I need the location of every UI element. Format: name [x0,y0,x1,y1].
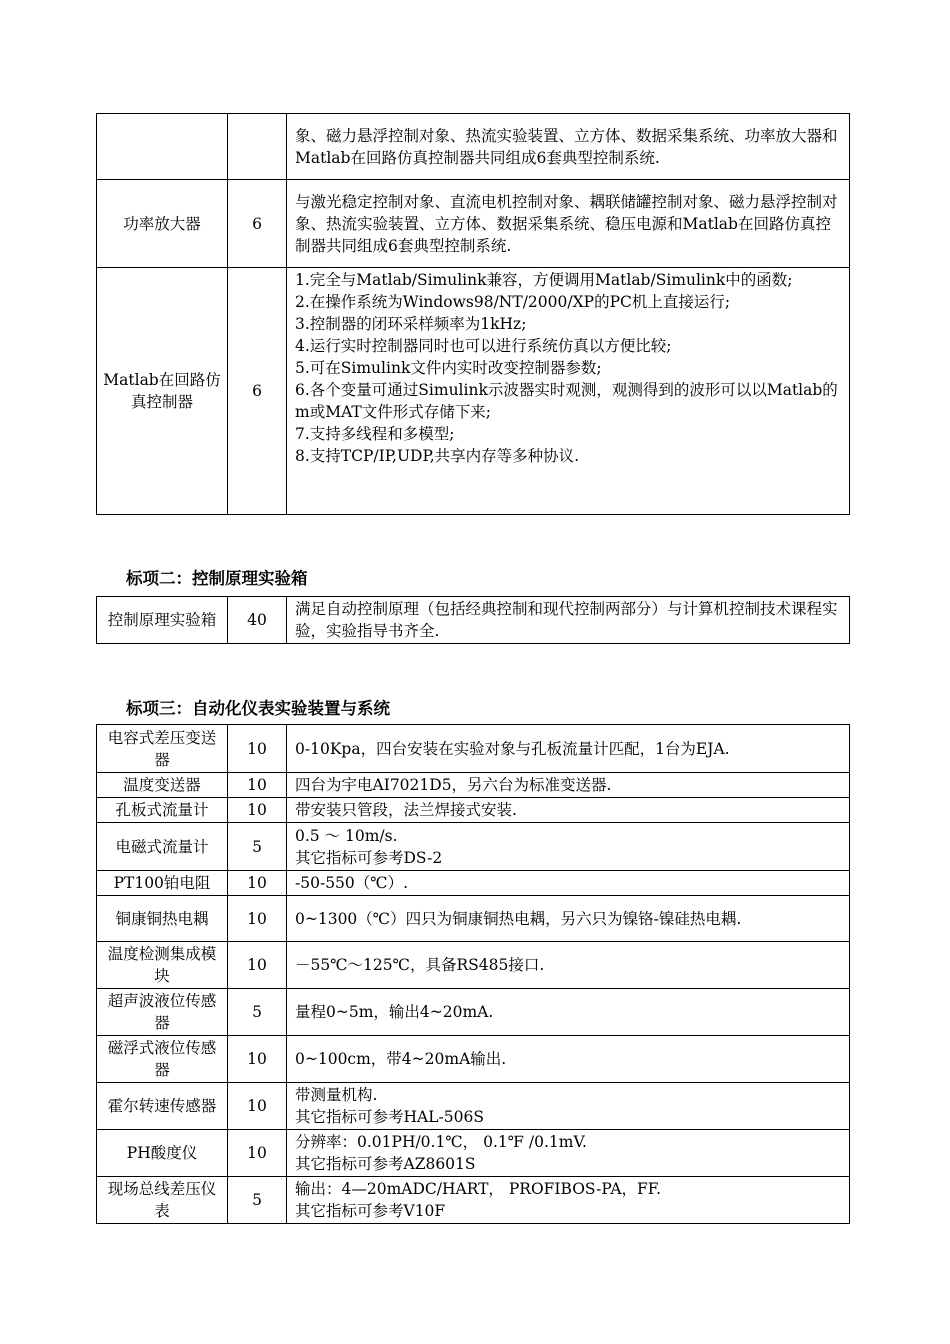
desc-line: 7.支持多线程和多模型; [295,425,455,443]
equipment-table-1 [96,113,850,515]
desc-line: 其它指标可参考V10F [295,1202,446,1220]
item-name-cell: 控制原理实验箱 [97,597,228,644]
item-qty-cell: 5 [228,989,287,1036]
item-desc-cell [287,896,850,942]
desc-line: 1.完全与Matlab/Simulink兼容，方便调用Matlab/Simulink中的函数; [295,271,793,289]
equipment-table-3 [96,724,850,1224]
table-row [97,1130,850,1177]
desc-line: 输出：4—20mADC/HART， PROFIBOS-PA，FF. [295,1180,662,1198]
item-name-cell: 电磁式流量计 [97,823,228,871]
item-name-cell: 电容式差压变送器 [97,725,228,773]
equipment-table-2 [96,596,850,644]
desc-line: 2.在操作系统为Windows98/NT/2000/XP的PC机上直接运行; [295,293,731,311]
table-row [97,725,850,773]
item-name-cell: 温度检测集成模块 [97,942,228,989]
table-row [97,268,850,515]
item-desc-cell [287,725,850,773]
item-desc-cell [287,268,850,515]
item-qty-cell: 10 [228,1083,287,1130]
table-row [97,1083,850,1130]
section-3-heading: 标项三：自动化仪表实验装置与系统 [126,699,390,718]
table-row [97,180,850,268]
desc-line: 8.支持TCP/IP,UDP,共享内存等多种协议. [295,447,580,465]
item-qty-cell: 6 [228,268,287,515]
item-desc-cell [287,180,850,268]
item-qty-cell: 10 [228,798,287,823]
desc-line: 与激光稳定控制对象、直流电机控制对象、耦联储罐控制对象、磁力悬浮控制对象、热流实验装置、立方体、数据采集系统、稳压电源和Matlab在回路仿真控制器共同组成6套典型控制系统. [295,192,838,255]
item-desc-cell [287,798,850,823]
table-row [97,773,850,798]
desc-line: 量程0~5m，输出4~20mA. [295,1003,494,1021]
item-desc-cell [287,597,850,644]
table-row [97,942,850,989]
item-qty-cell: 10 [228,942,287,989]
desc-line: 0-10Kpa，四台安装在实验对象与孔板流量计匹配，1台为EJA. [295,739,730,758]
desc-line: 满足自动控制原理（包括经典控制和现代控制两部分）与计算机控制技术课程实验，实验指导书齐全. [295,600,838,640]
item-qty-cell [228,114,287,180]
item-desc-cell [287,1083,850,1130]
desc-line: －55℃～125℃，具备RS485接口. [295,956,545,974]
desc-line: 5.可在Simulink文件内实时改变控制器参数; [295,359,602,377]
item-name-cell: 超声波液位传感器 [97,989,228,1036]
desc-line: 四台为宇电AI7021D5，另六台为标准变送器. [295,776,612,794]
table-row [97,1036,850,1083]
table-row [97,823,850,871]
item-desc-cell [287,823,850,871]
desc-line: 带测量机构. [295,1086,378,1104]
item-name-cell: 磁浮式液位传感器 [97,1036,228,1083]
item-qty-cell: 6 [228,180,287,268]
desc-line: 0~100cm，带4~20mA输出. [295,1050,507,1068]
item-desc-cell [287,871,850,896]
item-name-cell [97,114,228,180]
item-qty-cell: 5 [228,1177,287,1224]
item-desc-cell [287,942,850,989]
item-name-cell: PH酸度仪 [97,1130,228,1177]
desc-line: -50-550（℃）. [295,874,409,892]
table-row [97,798,850,823]
item-desc-cell [287,1130,850,1177]
item-qty-cell: 40 [228,597,287,644]
item-desc-cell [287,114,850,180]
desc-line: 3.控制器的闭环采样频率为1kHz; [295,315,527,333]
item-qty-cell: 5 [228,823,287,871]
table-row [97,114,850,180]
item-name-cell: 霍尔转速传感器 [97,1083,228,1130]
item-name-cell: 现场总线差压仪表 [97,1177,228,1224]
table-row [97,1177,850,1224]
desc-line: 带安装只管段，法兰焊接式安装. [295,801,517,819]
desc-line: 0~1300（℃）四只为铜康铜热电耦，另六只为镍铬-镍硅热电耦. [295,909,742,928]
item-desc-cell [287,1036,850,1083]
item-desc-cell [287,989,850,1036]
item-qty-cell: 10 [228,773,287,798]
item-name-cell: 功率放大器 [97,180,228,268]
item-name-cell: 温度变送器 [97,773,228,798]
desc-line: 6.各个变量可通过Simulink示波器实时观测，观测得到的波形可以以Matlab的m或MAT文件形式存储下来; [295,381,838,421]
item-qty-cell: 10 [228,725,287,773]
desc-line: 其它指标可参考HAL-506S [295,1108,484,1126]
item-desc-cell [287,773,850,798]
item-name-cell: 铜康铜热电耦 [97,896,228,942]
item-desc-cell [287,1177,850,1224]
table-row [97,871,850,896]
desc-line: 象、磁力悬浮控制对象、热流实验装置、立方体、数据采集系统、功率放大器和Matlab在回路仿真控制器共同组成6套典型控制系统. [295,126,838,167]
desc-line: 4.运行实时控制器同时也可以进行系统仿真以方便比较; [295,337,672,355]
desc-line: 分辨率：0.01PH/0.1℃， 0.1℉ /0.1mV. [295,1133,587,1151]
item-name-cell: Matlab在回路仿真控制器 [97,268,228,515]
table-row [97,896,850,942]
item-qty-cell: 10 [228,1130,287,1177]
section-2-heading: 标项二：控制原理实验箱 [126,569,308,588]
item-qty-cell: 10 [228,1036,287,1083]
table-row [97,597,850,644]
item-name-cell: 孔板式流量计 [97,798,228,823]
desc-line: 其它指标可参考DS-2 [295,848,443,867]
desc-line: 0.5 ～ 10m/s. [295,826,398,845]
item-name-cell: PT100铂电阻 [97,871,228,896]
item-qty-cell: 10 [228,871,287,896]
desc-line: 其它指标可参考AZ8601S [295,1155,476,1173]
table-row [97,989,850,1036]
item-qty-cell: 10 [228,896,287,942]
